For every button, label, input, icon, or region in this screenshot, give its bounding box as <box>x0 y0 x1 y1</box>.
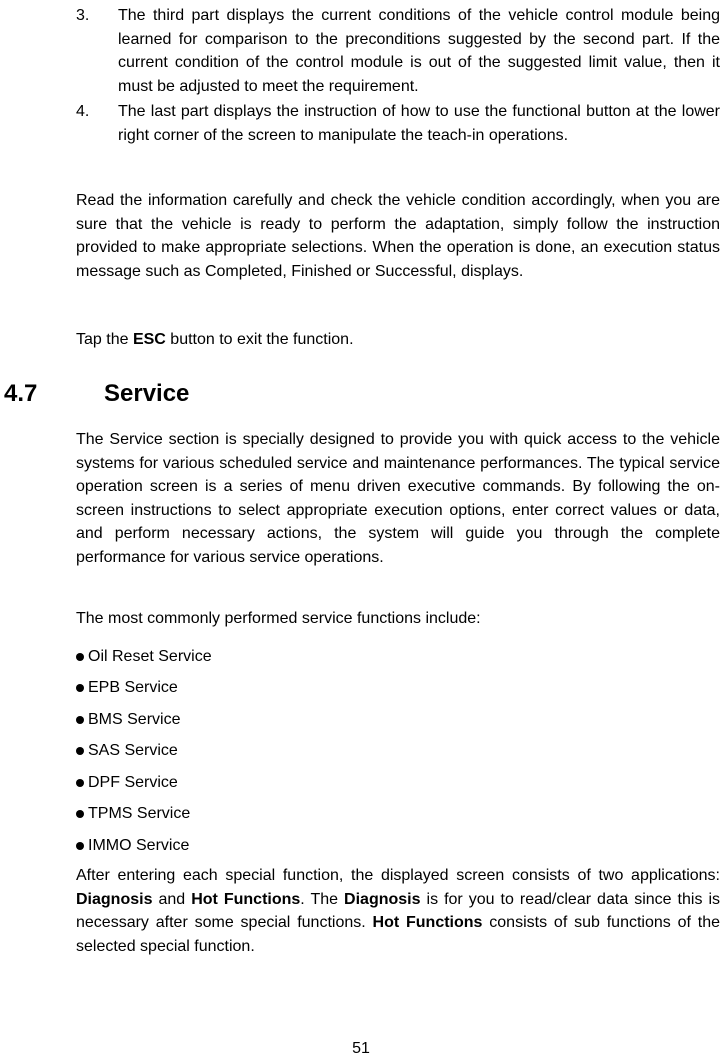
text-run: . The <box>300 890 345 908</box>
text-run: is for you to read/clear data since this is necessary after some special functions. <box>76 890 721 931</box>
service-intro-paragraph: The Service section is specially designed to provide you with quick access to the vehicle systems for various scheduled service and maintenance performances. The typical service operation screen is a series of menu driven executive commands. By following the on-screen instructions to select appropriate execution options, enter correct values or data, and perform necessary actions, the system will guide you through the complete performance for various service operations. <box>76 431 720 566</box>
tap-esc-suffix: button to exit the function. <box>165 331 354 348</box>
diagnosis-term: Diagnosis <box>76 890 153 908</box>
hot-functions-term: Hot Functions <box>372 914 483 931</box>
service-function-label: Oil Reset Service <box>88 647 212 665</box>
bullet-icon <box>76 653 84 661</box>
list-item <box>76 767 720 799</box>
bullet-icon <box>76 842 84 850</box>
list-number: 4. <box>76 103 90 120</box>
text-run: consists of sub functions of the selected special function. <box>76 914 721 955</box>
list-item <box>76 673 720 705</box>
hot-functions-term: Hot Functions <box>191 890 301 908</box>
list-item <box>76 4 720 98</box>
section-title: Service <box>104 380 190 407</box>
list-item <box>76 830 720 862</box>
service-function-label: IMMO Service <box>88 836 190 854</box>
after-entering-paragraph <box>76 864 720 958</box>
bullet-icon <box>76 747 84 755</box>
read-information-paragraph: Read the information carefully and check the vehicle condition accordingly, when you are sure that the vehicle is ready to perform the adaptation, simply follow the instruction provided to make appropriate selections. When the operation is done, an execution status message such as Completed, Finished or Successful, displays. <box>76 192 720 280</box>
service-function-label: DPF Service <box>88 773 178 791</box>
section-number: 4.7 <box>4 380 38 407</box>
bullet-icon <box>76 716 84 724</box>
list-number: 3. <box>76 7 90 24</box>
list-item <box>76 736 720 768</box>
list-item <box>76 100 720 147</box>
list-item <box>76 704 720 736</box>
bullet-icon <box>76 810 84 818</box>
esc-label: ESC <box>132 331 166 348</box>
tap-esc-paragraph <box>76 328 720 352</box>
text-run: and <box>152 890 192 908</box>
list-item-text: The third part displays the current conditions of the vehicle control module being learned for comparison to the preconditions suggested by the second part. If the current condition of the control module is out of the suggested limit value, then it must be adjusted to meet the requirement. <box>118 7 720 95</box>
list-item <box>76 641 720 673</box>
page-number: 51 <box>352 1040 370 1057</box>
list-intro-paragraph: The most commonly performed service functions include: <box>76 610 481 627</box>
service-function-label: EPB Service <box>88 679 178 697</box>
list-item <box>76 799 720 831</box>
list-item-text: The last part displays the instruction of how to use the functional button at the lower right corner of the screen to manipulate the teach-in operations. <box>118 103 720 144</box>
service-function-label: TPMS Service <box>88 805 191 823</box>
service-function-label: SAS Service <box>88 742 178 760</box>
section-heading <box>4 378 189 410</box>
text-run: After entering each special function, the displayed screen consists of two applications: <box>76 867 720 884</box>
bullet-icon <box>76 684 84 692</box>
diagnosis-term: Diagnosis <box>344 890 421 908</box>
service-function-list <box>76 641 720 862</box>
service-function-label: BMS Service <box>88 710 181 728</box>
tap-esc-prefix: Tap the <box>76 331 133 348</box>
numbered-list <box>76 4 720 149</box>
bullet-icon <box>76 779 84 787</box>
